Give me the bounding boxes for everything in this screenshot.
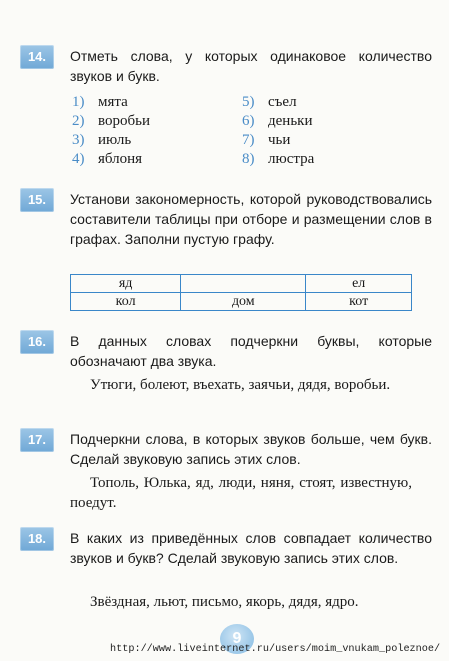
option-number: 5): [242, 94, 255, 110]
option-word: деньки: [268, 113, 313, 129]
task-number-badge: 15.: [20, 188, 54, 212]
option-number: 2): [72, 113, 85, 129]
option-word: съел: [268, 94, 297, 110]
task-number-badge: 14.: [20, 45, 54, 69]
option-number: 8): [242, 151, 255, 167]
option-number: 3): [72, 132, 85, 148]
option-number: 1): [72, 94, 85, 110]
table-cell: кол: [71, 293, 181, 311]
word-list: Тополь, Юлька, яд, люди, няня, стоят, известную, поедут.: [70, 475, 412, 511]
word-table: [70, 274, 412, 311]
option-item[interactable]: [242, 112, 372, 131]
task-prompt: Установи закономерность, которой руководствовались составители таблицы при отборе и размещении слов в графах. Заполни пустую графу.: [70, 191, 432, 247]
table-row: [71, 293, 412, 311]
option-item[interactable]: [72, 112, 242, 131]
option-item[interactable]: [242, 150, 372, 169]
task-prompt: В каких из приведённых слов совпадает количество звуков и букв? Сделай звуковую запись этих слов.: [70, 530, 432, 566]
option-item[interactable]: [242, 93, 372, 112]
footer-url[interactable]: http://www.liveinternet.ru/users/moim_vnukam_poleznoe/: [110, 644, 441, 655]
option-word: воробьи: [98, 113, 150, 129]
word-list: Утюги, болеют, въехать, заячьи, дядя, воробьи.: [90, 377, 391, 393]
option-item[interactable]: [72, 150, 242, 169]
empty-cell[interactable]: [181, 275, 306, 293]
option-number: 7): [242, 132, 255, 148]
task-number-badge: 18.: [20, 527, 54, 551]
task-number-badge: 16.: [20, 330, 54, 354]
page-number: 9: [220, 624, 254, 654]
table-cell: кот: [306, 293, 412, 311]
option-word: люстра: [268, 151, 315, 167]
option-number: 6): [242, 113, 255, 129]
table-row: [71, 275, 412, 293]
option-item[interactable]: [72, 131, 242, 150]
option-number: 4): [72, 151, 85, 167]
option-word: яблоня: [98, 151, 143, 167]
table-cell: яд: [71, 275, 181, 293]
task-number-badge: 17.: [20, 428, 54, 452]
task-prompt: Отметь слова, у которых одинаковое количество звуков и букв.: [70, 48, 432, 84]
option-list: [72, 93, 372, 169]
table-cell: ел: [306, 275, 412, 293]
word-list: Звёздная, льют, письмо, якорь, дядя, ядро.: [90, 594, 359, 610]
option-item[interactable]: [72, 93, 242, 112]
task-prompt: В данных словах подчеркни буквы, которые обозначают два звука.: [70, 333, 432, 369]
task-prompt: Подчеркни слова, в которых звуков больше, чем букв. Сделай звуковую запись этих слов.: [70, 431, 432, 467]
table-cell: дом: [181, 293, 306, 311]
option-word: чьи: [268, 132, 291, 148]
option-item[interactable]: [242, 131, 372, 150]
option-word: июль: [98, 132, 132, 148]
option-word: мята: [98, 94, 128, 110]
